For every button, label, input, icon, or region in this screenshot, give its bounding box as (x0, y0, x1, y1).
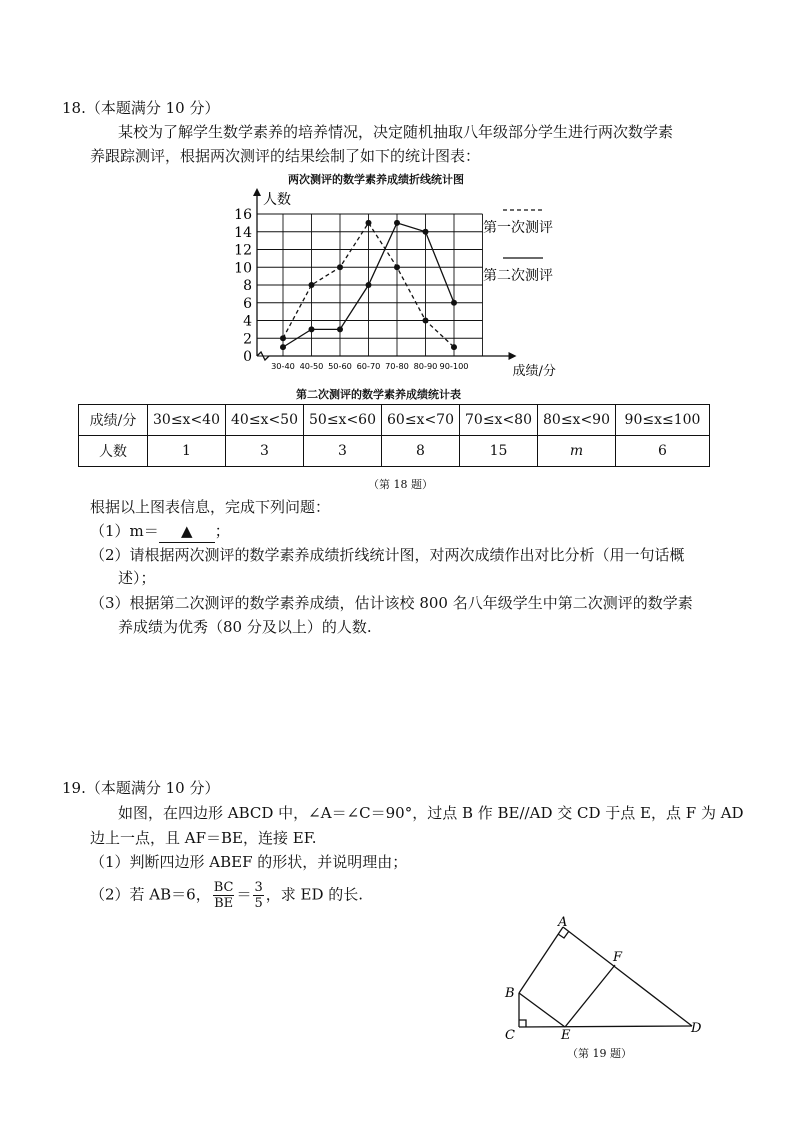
q18-part2-line1: （2）请根据两次测评的数学素养成绩折线统计图，对两次成绩作出对比分析（用一句话概 (90, 546, 685, 564)
table-cell: 1 (148, 436, 226, 467)
data-point (423, 318, 429, 324)
q19-part2-prefix: （2）若 AB＝6， (90, 885, 211, 904)
table-header-count: 人数 (79, 436, 148, 467)
q18-part3-line2: 养成绩为优秀（80 分及以上）的人数. (118, 618, 372, 636)
q18-part3-line1: （3）根据第二次测评的数学素养成绩，估计该校 800 名八年级学生中第二次测评的数学素 (90, 594, 693, 612)
x-axis-arrow (509, 352, 517, 360)
x-axis-label: 成绩/分 (512, 364, 556, 379)
table-cell: 3 (304, 436, 382, 467)
table-cell: 70≤x<80 (460, 405, 538, 436)
y-tick-label: 8 (243, 278, 252, 294)
table-cell: m (538, 436, 616, 467)
data-point (337, 264, 343, 270)
label-b: B (505, 986, 515, 1001)
y-tick-label: 0 (243, 349, 252, 365)
right-angle-mark-c (519, 1020, 526, 1027)
chart-legend (483, 210, 553, 284)
table-cell: 80≤x<90 (538, 405, 616, 436)
geometry-figure (495, 915, 715, 1040)
y-tick-label: 6 (243, 295, 252, 312)
data-point (451, 300, 457, 306)
q18-intro-line1: 某校为了解学生数学素养的培养情况，决定随机抽取八年级部分学生进行两次数学素 (118, 123, 674, 141)
y-axis-label: 人数 (263, 192, 291, 208)
table-cell: 50≤x<60 (304, 405, 382, 436)
table-row (79, 436, 710, 467)
q19-header: 19.（本题满分 10 分） (62, 779, 220, 797)
label-c: C (505, 1028, 515, 1040)
segment-ad (563, 927, 692, 1026)
x-tick-label: 50-60 (328, 361, 352, 371)
q18-header: 18.（本题满分 10 分） (62, 99, 220, 117)
equals-sign: ＝ (236, 885, 252, 904)
q18-figure-caption: （第 18 题） (368, 478, 433, 491)
segment-cd (519, 1026, 692, 1027)
y-tick-label: 14 (234, 224, 252, 241)
data-point (309, 282, 315, 288)
legend-label: 第一次测评 (483, 220, 553, 236)
table-cell: 60≤x<70 (382, 405, 460, 436)
y-tick-label: 2 (243, 331, 252, 348)
x-tick-label: 60-70 (356, 361, 381, 371)
x-tick-label: 70-80 (385, 361, 409, 371)
label-e: E (561, 1028, 571, 1040)
table-cell: 30≤x<40 (148, 405, 226, 436)
x-tick-label: 80-90 (413, 361, 438, 371)
label-d: D (691, 1021, 702, 1036)
y-tick-label: 12 (234, 242, 252, 259)
data-point (366, 220, 372, 226)
data-point (423, 229, 429, 235)
table-row (79, 405, 710, 436)
q19-part1: （1）判断四边形 ABEF 的形状，并说明理由； (90, 853, 408, 871)
table-title: 第二次测评的数学素养成绩统计表 (296, 388, 461, 401)
fraction-bc-be: $\frac{BC}{BE}$ (213, 880, 234, 911)
label-f: F (613, 950, 623, 965)
table-cell: 40≤x<50 (226, 405, 304, 436)
y-tick-label: 16 (234, 207, 252, 223)
q19-part2-suffix: ，求 ED 的长. (265, 885, 364, 904)
data-point (309, 326, 315, 332)
table-cell: 8 (382, 436, 460, 467)
q19-figure-caption: （第 19 题） (567, 1047, 632, 1060)
y-axis-arrow (253, 188, 261, 196)
x-tick-label: 40-50 (299, 361, 324, 371)
x-tick-label: 30-40 (271, 361, 295, 371)
q18-prompt: 根据以上图表信息，完成下列问题： (90, 498, 331, 516)
chart-x-ticks (271, 361, 468, 371)
answer-blank[interactable]: ▲ (159, 520, 215, 543)
chart-title: 两次测评的数学素养成绩折线统计图 (288, 173, 464, 186)
segment-ef (565, 965, 615, 1027)
table-header-score: 成绩/分 (79, 405, 148, 436)
q19-stmt-line2: 边上一点，且 AF＝BE，连接 EF. (90, 829, 317, 847)
q18-part1-label: （1）m＝ (90, 522, 159, 540)
q18-part1 (90, 520, 230, 543)
data-point (394, 264, 400, 270)
line-chart (225, 186, 595, 386)
x-axis (257, 352, 511, 360)
table-cell: 15 (460, 436, 538, 467)
data-point (366, 282, 372, 288)
data-point (337, 326, 343, 332)
y-tick-label: 4 (243, 313, 252, 330)
label-a: A (558, 915, 568, 930)
data-point (394, 220, 400, 226)
data-point (280, 344, 286, 350)
score-table (78, 404, 710, 467)
q19-stmt-line1: 如图，在四边形 ABCD 中，∠A＝∠C＝90°，过点 B 作 BE//AD 交 CD 于点 E，点 F 为 AD (118, 804, 744, 822)
x-tick-label: 90-100 (439, 361, 469, 371)
q18-intro-line2: 养跟踪测评，根据两次测评的结果绘制了如下的统计图表： (90, 147, 481, 165)
q18-part1-end: ； (214, 522, 230, 540)
table-cell: 6 (616, 436, 710, 467)
y-tick-label: 10 (234, 260, 252, 277)
table-cell: 90≤x≤100 (616, 405, 710, 436)
table-cell: 3 (226, 436, 304, 467)
q18-part2-line2: 述）； (118, 569, 156, 587)
legend-label: 第二次测评 (483, 268, 553, 284)
data-point (280, 335, 286, 341)
segment-ab (519, 927, 563, 993)
data-point (451, 344, 457, 350)
chart-y-ticks (234, 207, 252, 365)
q19-part2 (90, 880, 363, 911)
fraction-3-5: $\frac{3}{5}$ (254, 880, 263, 911)
